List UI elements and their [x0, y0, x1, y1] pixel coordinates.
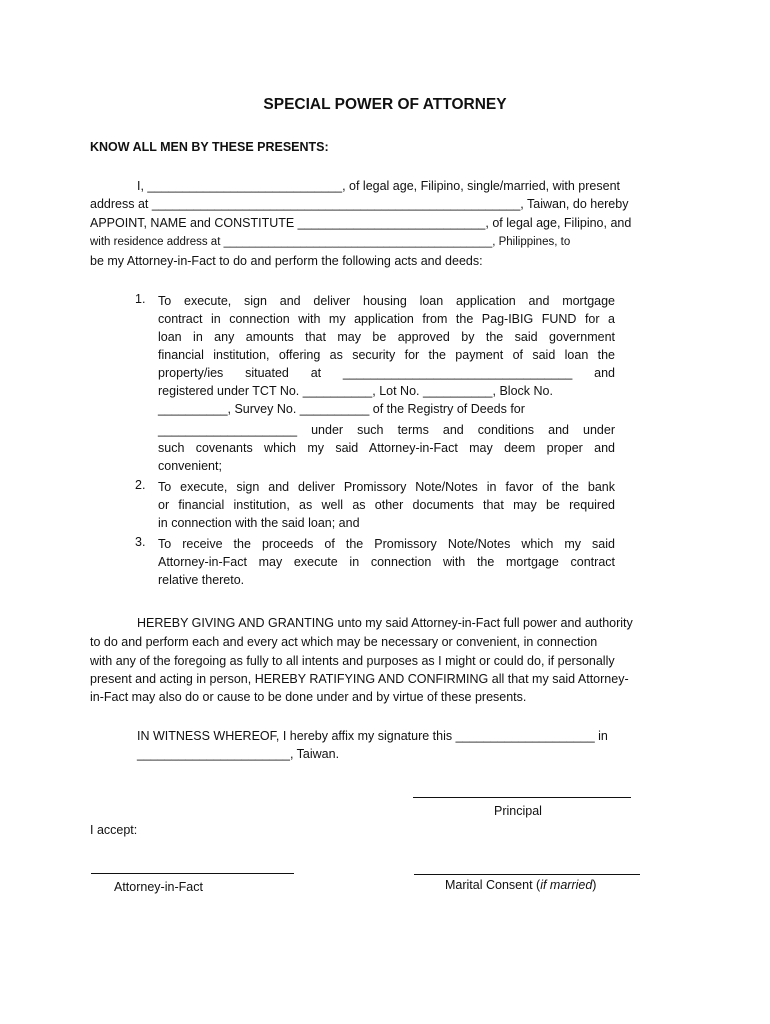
item-line: property/ies situated at _________________________________ and — [158, 366, 615, 380]
item-line: ____________________ under such terms and conditions and under — [158, 423, 615, 437]
opening-line-4: with residence address at __________________________________________, Philippines, to — [90, 236, 571, 248]
marital-consent-label — [445, 876, 596, 894]
item-line: convenient; — [158, 459, 222, 473]
opening-line-2: address at _____________________________________________________, Taiwan, do hereby — [90, 197, 629, 211]
item-number: 2. — [135, 478, 146, 492]
item-line: __________, Survey No. __________ of the Registry of Deeds for — [158, 402, 525, 416]
accept-label: I accept: — [90, 823, 138, 837]
principal-label: Principal — [494, 804, 542, 818]
item-line: To receive the proceeds of the Promissory Note/Notes which my said — [158, 537, 615, 551]
witness-line-2: ______________________, Taiwan. — [137, 747, 340, 761]
marital-consent-condition: if married — [540, 878, 593, 892]
opening-line-1: I, ____________________________, of legal age, Filipino, single/married, with present — [137, 179, 620, 193]
list-item — [130, 292, 615, 475]
opening-line-5: be my Attorney-in-Fact to do and perform the following acts and deeds: — [90, 254, 483, 268]
witness-line-1: IN WITNESS WHEREOF, I hereby affix my signature this ____________________ in — [137, 729, 608, 743]
item-line: financial institution, offering as security for the payment of said loan the — [158, 348, 615, 362]
item-line: in connection with the said loan; and — [158, 516, 360, 530]
item-line: registered under TCT No. __________, Lot No. __________, Block No. — [158, 384, 553, 398]
marital-consent-text: Marital Consent ( — [445, 878, 541, 892]
salutation: KNOW ALL MEN BY THESE PRESENTS: — [90, 140, 329, 154]
item-line: such covenants which my said Attorney-in-Fact may deem proper and — [158, 441, 615, 455]
item-number: 3. — [135, 535, 146, 549]
item-line: To execute, sign and deliver housing loan application and mortgage — [158, 294, 615, 308]
attorney-label: Attorney-in-Fact — [114, 880, 203, 894]
granting-line-4: present and acting in person, HEREBY RATIFYING AND CONFIRMING all that my said Attorney- — [90, 672, 629, 686]
marital-consent-signature-line — [414, 874, 640, 875]
attorney-signature-line — [91, 873, 294, 874]
item-line: relative thereto. — [158, 573, 245, 587]
granting-line-1: HEREBY GIVING AND GRANTING unto my said Attorney-in-Fact full power and authority — [137, 616, 633, 630]
item-line: contract in connection with my application from the Pag-IBIG FUND for a — [158, 312, 615, 326]
marital-consent-close: ) — [592, 878, 597, 892]
granting-line-3: with any of the foregoing as fully to all intents and purposes as I might or could do, if personally — [90, 654, 615, 668]
acts-list — [130, 292, 615, 589]
item-line: Attorney-in-Fact may execute in connection with the mortgage contract — [158, 555, 615, 569]
item-line: To execute, sign and deliver Promissory Note/Notes in favor of the bank — [158, 480, 615, 494]
list-item — [130, 535, 615, 589]
opening-line-3: APPOINT, NAME and CONSTITUTE ___________________________, of legal age, Filipino, and — [90, 216, 632, 230]
granting-line-5: in-Fact may also do or cause to be done under and by virtue of these presents. — [90, 690, 527, 704]
document-title: SPECIAL POWER OF ATTORNEY — [263, 96, 507, 113]
item-number: 1. — [135, 292, 146, 306]
list-item — [130, 478, 615, 532]
granting-line-2: to do and perform each and every act which may be necessary or convenient, in connection — [90, 635, 598, 649]
principal-signature-line — [413, 797, 631, 798]
item-line: loan in any amounts that may be approved by the said government — [158, 330, 615, 344]
item-line: or financial institution, as well as other documents that may be required — [158, 498, 615, 512]
